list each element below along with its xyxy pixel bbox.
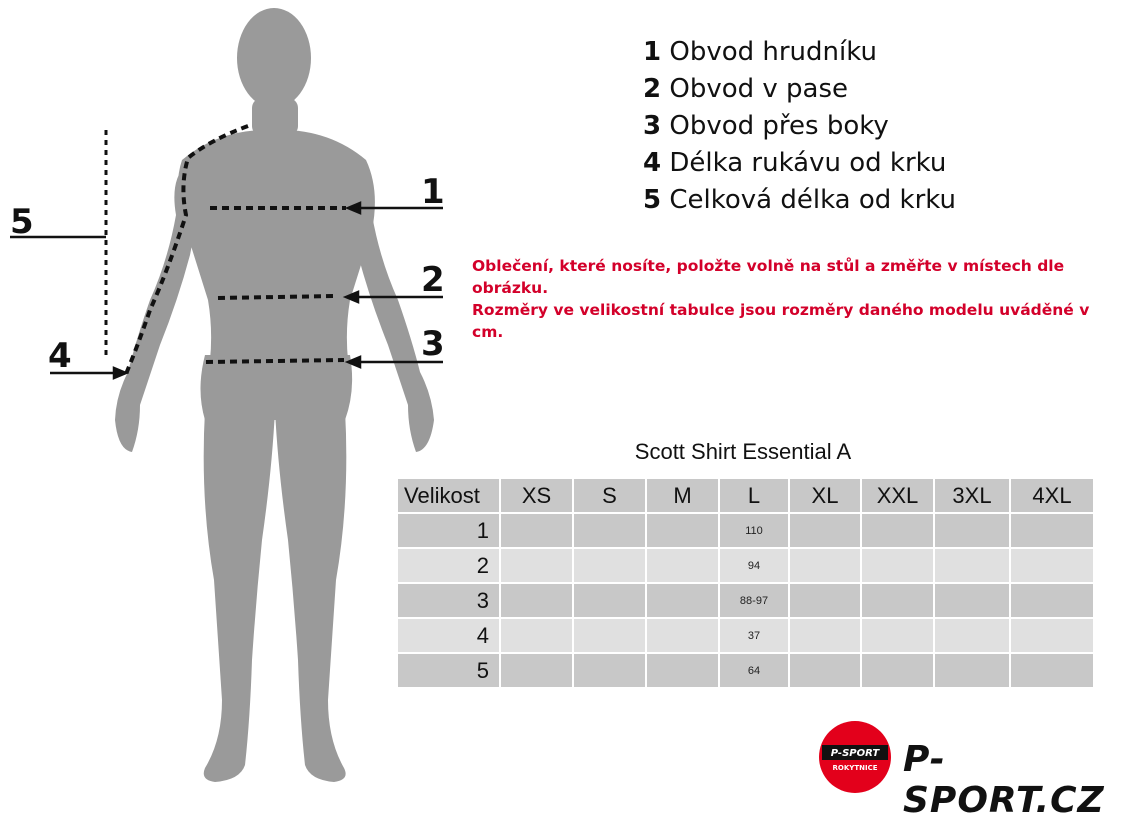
marker-5: 5 bbox=[10, 202, 34, 242]
size-header-3xl: 3XL bbox=[934, 478, 1010, 513]
table-cell bbox=[861, 583, 934, 618]
logo-text: P-SPORT.CZ bbox=[903, 739, 1105, 821]
table-cell bbox=[646, 618, 719, 653]
table-cell bbox=[934, 618, 1010, 653]
table-cell bbox=[646, 583, 719, 618]
table-row bbox=[397, 513, 1094, 548]
table-cell bbox=[500, 548, 573, 583]
table-cell bbox=[934, 653, 1010, 688]
size-header-s: S bbox=[573, 478, 646, 513]
legend-item: 3 Obvod přes boky bbox=[643, 111, 889, 141]
size-header-xxl: XXL bbox=[861, 478, 934, 513]
table-cell: 88-97 bbox=[719, 583, 789, 618]
table-cell bbox=[934, 513, 1010, 548]
size-header-m: M bbox=[646, 478, 719, 513]
table-cell bbox=[573, 583, 646, 618]
size-header-xs: XS bbox=[500, 478, 573, 513]
row-label: 5 bbox=[397, 653, 500, 688]
table-cell bbox=[1010, 513, 1094, 548]
table-row bbox=[397, 548, 1094, 583]
size-header-4xl: 4XL bbox=[1010, 478, 1094, 513]
size-table bbox=[396, 477, 1095, 689]
table-cell bbox=[1010, 583, 1094, 618]
table-row bbox=[397, 618, 1094, 653]
row-header-cell: Velikost bbox=[397, 478, 500, 513]
note-line-2: Rozměry ve velikostní tabulce jsou rozměry daného modelu uváděné v cm. bbox=[472, 301, 1090, 341]
table-cell: 110 bbox=[719, 513, 789, 548]
row-label: 1 bbox=[397, 513, 500, 548]
table-cell bbox=[934, 583, 1010, 618]
body-silhouette bbox=[115, 8, 434, 782]
measurement-legend bbox=[643, 34, 956, 219]
note-line-1: Oblečení, které nosíte, položte volně na stůl a změřte v místech dle obrázku. bbox=[472, 257, 1065, 297]
table-cell bbox=[573, 513, 646, 548]
table-cell bbox=[573, 548, 646, 583]
table-cell bbox=[789, 618, 861, 653]
legend-item: 2 Obvod v pase bbox=[643, 74, 849, 104]
table-cell bbox=[789, 513, 861, 548]
table-cell bbox=[573, 618, 646, 653]
table-cell bbox=[500, 583, 573, 618]
size-header-xl: XL bbox=[789, 478, 861, 513]
measurement-instructions bbox=[472, 255, 1112, 343]
table-cell bbox=[789, 653, 861, 688]
table-cell bbox=[646, 548, 719, 583]
marker-2: 2 bbox=[421, 260, 445, 300]
table-title: Scott Shirt Essential A bbox=[634, 439, 852, 464]
table-cell bbox=[861, 653, 934, 688]
row-label: 2 bbox=[397, 548, 500, 583]
table-cell bbox=[500, 513, 573, 548]
marker-1: 1 bbox=[421, 172, 445, 212]
body-measurement-figure bbox=[0, 0, 460, 794]
arrow-4-icon bbox=[114, 368, 126, 378]
table-cell bbox=[861, 513, 934, 548]
marker-3: 3 bbox=[421, 324, 445, 364]
table-cell: 37 bbox=[719, 618, 789, 653]
table-row bbox=[397, 583, 1094, 618]
table-cell bbox=[789, 548, 861, 583]
table-row bbox=[397, 653, 1094, 688]
row-label: 3 bbox=[397, 583, 500, 618]
table-cell bbox=[1010, 548, 1094, 583]
table-cell bbox=[646, 653, 719, 688]
legend-item: 5 Celková délka od krku bbox=[643, 185, 957, 215]
logo-badge-top: P-SPORT bbox=[830, 748, 880, 759]
table-cell bbox=[861, 618, 934, 653]
logo-badge-bottom: ROKYTNICE bbox=[832, 764, 878, 772]
table-cell bbox=[1010, 653, 1094, 688]
table-cell bbox=[500, 653, 573, 688]
table-cell bbox=[934, 548, 1010, 583]
size-header-l: L bbox=[719, 478, 789, 513]
table-cell bbox=[789, 583, 861, 618]
marker-4: 4 bbox=[48, 336, 72, 376]
legend-item: 1 Obvod hrudníku bbox=[643, 37, 877, 67]
table-cell: 94 bbox=[719, 548, 789, 583]
table-cell bbox=[861, 548, 934, 583]
table-cell bbox=[1010, 618, 1094, 653]
size-header-row bbox=[397, 478, 1094, 513]
table-cell bbox=[646, 513, 719, 548]
table-cell bbox=[500, 618, 573, 653]
table-cell bbox=[573, 653, 646, 688]
row-label: 4 bbox=[397, 618, 500, 653]
legend-item: 4 Délka rukávu od krku bbox=[643, 148, 947, 178]
table-cell: 64 bbox=[719, 653, 789, 688]
